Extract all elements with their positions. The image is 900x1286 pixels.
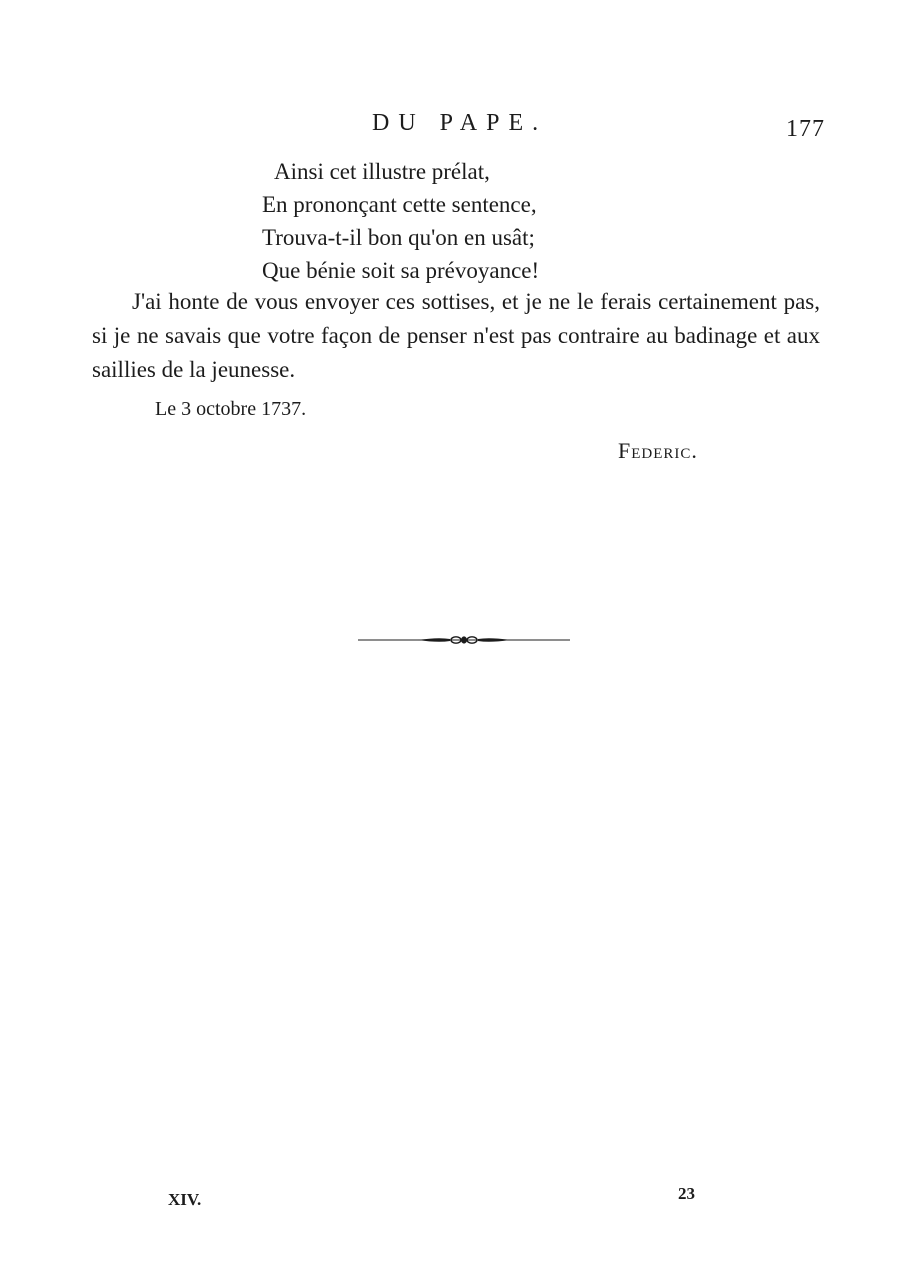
signature-mark: XIV. <box>168 1190 202 1209</box>
verse-line: Que bénie soit sa prévoyance! <box>262 258 540 283</box>
verse-line: En prononçant cette sentence, <box>262 192 537 217</box>
running-head <box>0 110 900 142</box>
letter-date: Le 3 octobre 1737. <box>155 398 307 420</box>
page-number: 177 <box>786 116 825 142</box>
letter-signature: Federic. <box>618 438 698 463</box>
verse-stanza <box>262 155 539 287</box>
ornament-rule-icon <box>358 630 570 650</box>
verse-line: Trouva-t-il bon qu'on en usât; <box>262 225 535 250</box>
verse-line: Ainsi cet illustre prélat, <box>274 159 490 184</box>
prose-paragraph: J'ai honte de vous envoyer ces sottises, et je ne le ferais certainement pas, si je ne savais que votre façon de penser n'est pas contraire au badinage et aux saillies de la jeunesse. <box>92 289 820 382</box>
gathering-number: 23 <box>678 1184 695 1203</box>
running-title: DU PAPE. <box>372 110 548 136</box>
